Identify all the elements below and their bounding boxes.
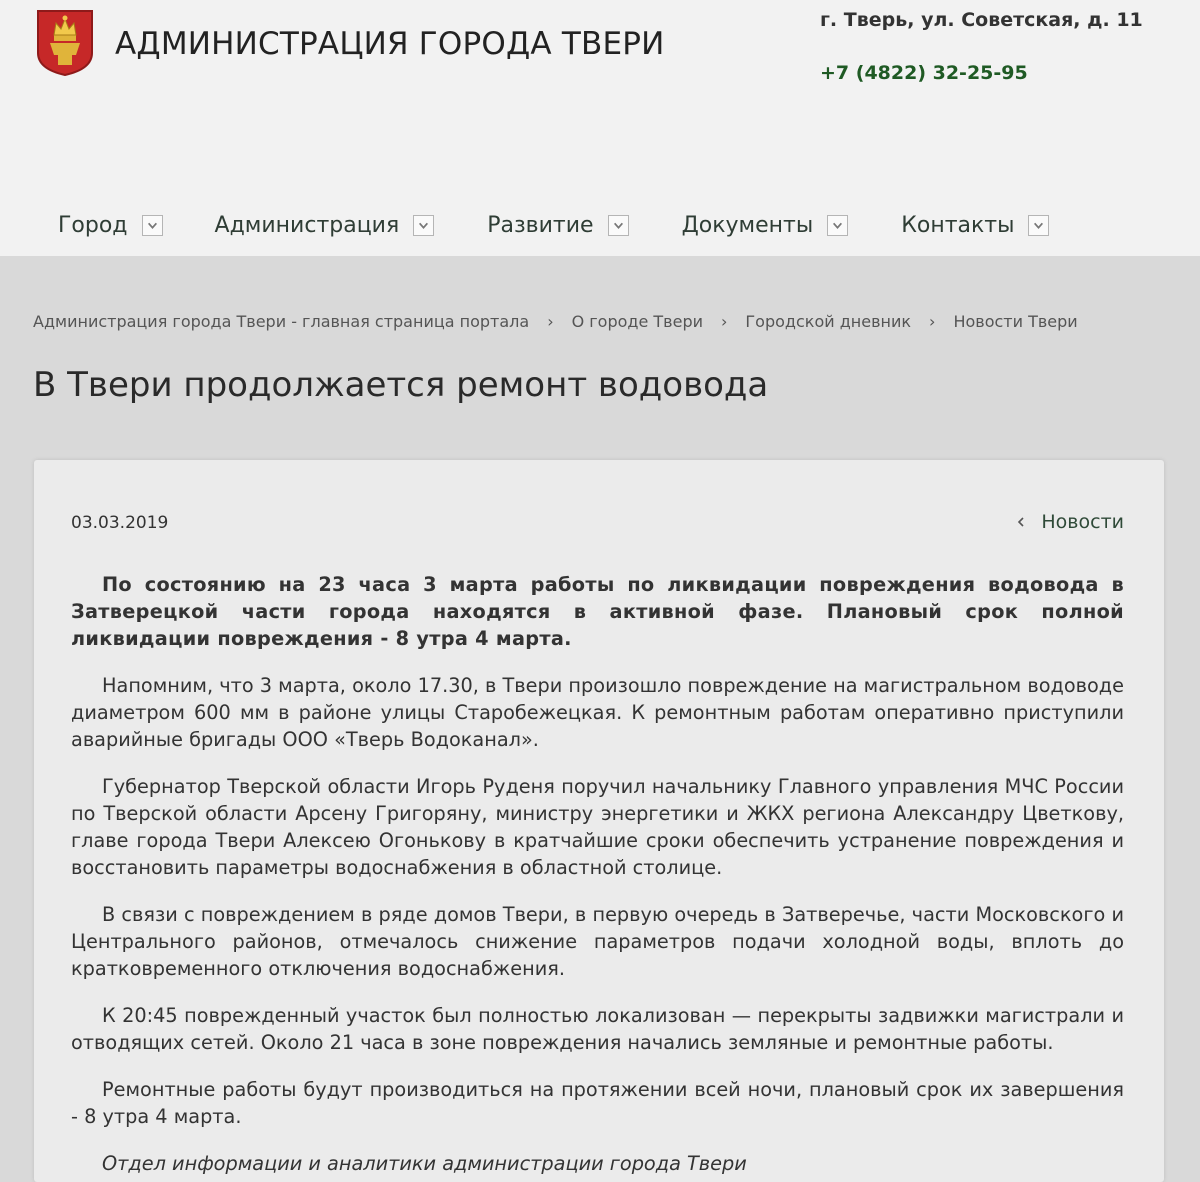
article-paragraph: Напомним, что 3 марта, около 17.30, в Твери произошло повреждение на магистральном водоводе диаметром 600 мм в районе улицы Старобежецкая. К ремонтным работам оперативно приступили аварийные бригады ООО «Тверь Водоканал». [71, 674, 1124, 751]
breadcrumb-item-city-diary[interactable]: Городской дневник [745, 311, 912, 331]
article-paragraph: В связи с повреждением в ряде домов Твери, в первую очередь в Затверечье, части Московского и Центрального районов, отмечалось снижение параметров подачи холодной воды, вплоть до кратковременного отключения водоснабжения. [71, 903, 1124, 980]
breadcrumb-separator: › [721, 311, 728, 331]
tver-coat-of-arms-icon[interactable] [36, 9, 94, 77]
article-paragraph: Ремонтные работы будут производиться на протяжении всей ночи, плановый срок их завершения - 8 утра 4 марта. [71, 1078, 1124, 1128]
nav-item-label: Администрация [214, 212, 400, 238]
nav-item-label: Контакты [901, 212, 1015, 238]
site-title[interactable]: АДМИНИСТРАЦИЯ ГОРОДА ТВЕРИ [115, 26, 665, 62]
nav-item-documents[interactable] [682, 213, 849, 238]
nav-item-label: Развитие [487, 212, 594, 238]
article-date: 03.03.2019 [71, 513, 169, 533]
breadcrumb-item-about-city[interactable]: О городе Твери [571, 311, 704, 331]
chevron-down-icon[interactable] [142, 215, 163, 236]
nav-item-city[interactable] [58, 213, 163, 238]
page-title: В Твери продолжается ремонт водовода [33, 365, 769, 405]
article-paragraph: Губернатор Тверской области Игорь Руденя поручил начальнику Главного управления МЧС России по Тверской области Арсену Григоряну, министру энергетики и ЖКХ региона Александру Цветкову, главе города Твери Алексею Огонькову в кратчайшие сроки обеспечить устранение повреждения и восстановить параметры водоснабжения в областной столице. [71, 775, 1124, 879]
article-lead: По состоянию на 23 часа 3 марта работы по ликвидации повреждения водовода в Затверецкой части города находятся в активной фазе. Плановый срок полной ликвидации повреждения - 8 утра 4 марта. [71, 573, 1124, 650]
chevron-down-icon[interactable] [1028, 215, 1049, 236]
back-to-news-link[interactable] [1016, 511, 1124, 533]
nav-item-contacts[interactable] [901, 213, 1049, 238]
chevron-down-icon[interactable] [413, 215, 434, 236]
chevron-left-icon [1016, 516, 1026, 528]
nav-item-label: Город [58, 212, 128, 238]
article-paragraph: К 20:45 поврежденный участок был полностью локализован — перекрыты задвижки магистрали и отводящих сетей. Около 21 часа в зоне повреждения начались земляные и ремонтные работы. [71, 1004, 1124, 1054]
breadcrumb-item-news[interactable]: Новости Твери [953, 311, 1078, 331]
breadcrumb-separator: › [929, 311, 936, 331]
header-address: г. Тверь, ул. Советская, д. 11 [820, 9, 1143, 31]
site-header [0, 0, 1200, 256]
nav-item-development[interactable] [487, 213, 628, 238]
nav-item-administration[interactable] [215, 213, 435, 238]
chevron-down-icon[interactable] [608, 215, 629, 236]
breadcrumb-item-home[interactable]: Администрация города Твери - главная страница портала [33, 311, 530, 331]
back-to-news-label: Новости [1041, 511, 1124, 533]
nav-item-label: Документы [681, 212, 814, 238]
main-nav [58, 206, 1049, 244]
article-body [71, 571, 1124, 1182]
article-card [34, 460, 1164, 1182]
header-phone[interactable]: +7 (4822) 32-25-95 [820, 62, 1028, 84]
article-signature: Отдел информации и аналитики администрации города Твери [102, 1152, 747, 1175]
breadcrumb-separator: › [547, 311, 554, 331]
breadcrumb [33, 309, 1078, 333]
chevron-down-icon[interactable] [827, 215, 848, 236]
